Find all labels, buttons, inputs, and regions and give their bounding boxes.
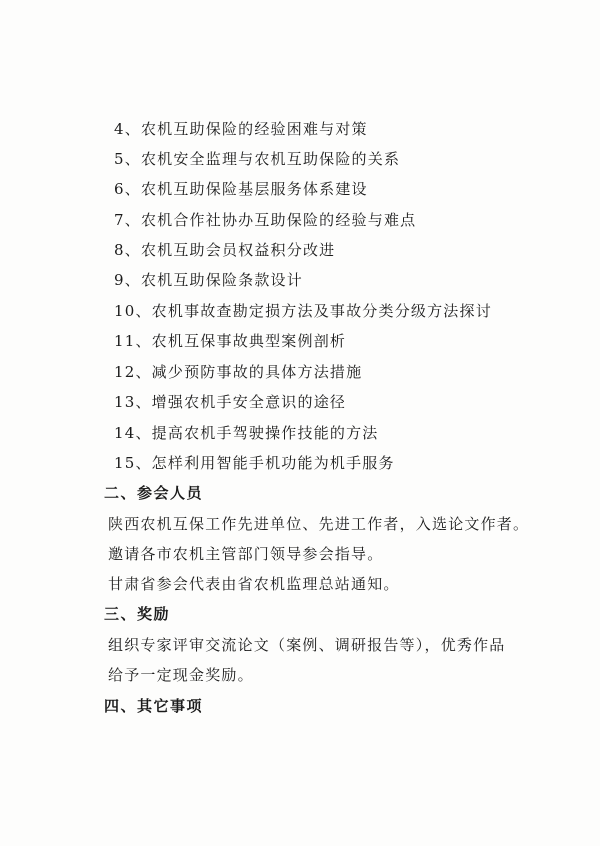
list-item-4: 4、农机互助保险的经验困难与对策 xyxy=(114,120,368,138)
section-heading-other: 四、其它事项 xyxy=(104,697,204,715)
list-item-12: 12、减少预防事故的具体方法措施 xyxy=(114,363,363,381)
list-item-15: 15、怎样利用智能手机功能为机手服务 xyxy=(114,454,395,472)
list-item-10: 10、农机事故查勘定损方法及事故分类分级方法探讨 xyxy=(114,302,492,320)
list-item-11: 11、农机互保事故典型案例剖析 xyxy=(114,332,347,350)
section-heading-attendees: 二、参会人员 xyxy=(104,484,204,502)
rewards-paragraph-line-1: 组织专家评审交流论文（案例、调研报告等），优秀作品 xyxy=(108,636,506,654)
list-item-13: 13、增强农机手安全意识的途径 xyxy=(114,393,347,411)
attendees-paragraph-2: 邀请各市农机主管部门领导参会指导。 xyxy=(108,545,384,563)
rewards-paragraph-line-2: 给予一定现金奖励。 xyxy=(108,666,254,684)
list-item-6: 6、农机互助保险基层服务体系建设 xyxy=(114,180,368,198)
list-item-5: 5、农机安全监理与农机互助保险的关系 xyxy=(114,150,401,168)
list-item-14: 14、提高农机手驾驶操作技能的方法 xyxy=(114,424,379,442)
section-heading-rewards: 三、奖励 xyxy=(104,605,171,623)
attendees-paragraph-3: 甘肃省参会代表由省农机监理总站通知。 xyxy=(108,575,400,593)
list-item-8: 8、农机互助会员权益积分改进 xyxy=(114,241,336,259)
list-item-7: 7、农机合作社协办互助保险的经验与难点 xyxy=(114,211,417,229)
attendees-paragraph-1: 陕西农机互保工作先进单位、先进工作者，入选论文作者。 xyxy=(108,515,530,533)
list-item-9: 9、农机互助保险条款设计 xyxy=(114,271,303,289)
